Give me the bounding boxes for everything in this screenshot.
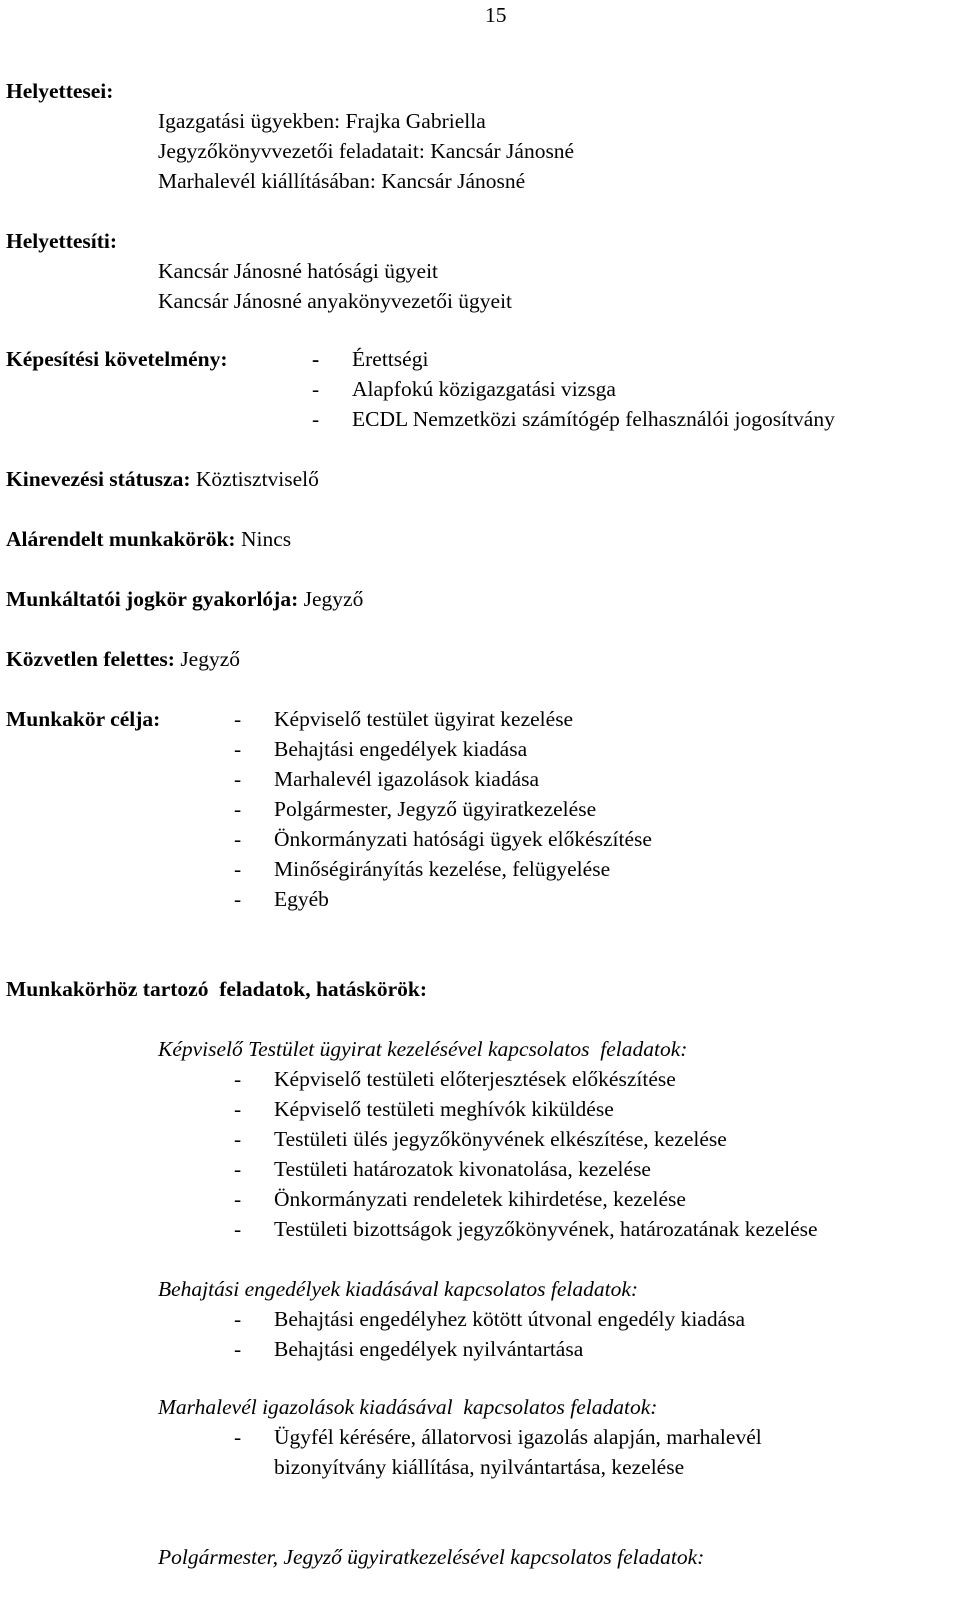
kinevezesi-value: Köztisztviselő <box>195 467 319 491</box>
list-dash: - <box>234 737 242 761</box>
section-title: Képviselő Testület ügyirat kezelésével kapcsolatos feladatok: <box>158 1037 688 1061</box>
list-dash: - <box>234 707 242 731</box>
celja-item: Egyéb <box>274 887 329 911</box>
celja-item: Képviselő testület ügyirat kezelése <box>274 707 574 731</box>
kepesitesi-item: Alapfokú közigazgatási vizsga <box>352 377 616 401</box>
section-title: Polgármester, Jegyző ügyiratkezelésével kapcsolatos feladatok: <box>158 1545 705 1569</box>
feladatok-heading: Munkakörhöz tartozó feladatok, hatáskörök: <box>6 977 428 1001</box>
celja-item: Behajtási engedélyek kiadása <box>274 737 528 761</box>
section-item: Képviselő testületi előterjesztések előkészítése <box>274 1067 676 1091</box>
list-dash: - <box>234 827 242 851</box>
helyettesiti-item: Kancsár Jánosné anyakönyvezetői ügyeit <box>158 289 513 313</box>
section-item: Testületi bizottságok jegyzőkönyvének, határozatának kezelése <box>274 1217 818 1241</box>
celja-item: Önkormányzati hatósági ügyek előkészítése <box>274 827 652 851</box>
section-item: Behajtási engedélyhez kötött útvonal engedély kiadása <box>274 1307 746 1331</box>
kozvetlen-label: Közvetlen felettes: <box>6 647 175 671</box>
list-dash: - <box>234 1337 242 1361</box>
list-dash: - <box>234 1425 242 1449</box>
section-item: Testületi határozatok kivonatolása, kezelése <box>274 1157 651 1181</box>
alarendelt-label: Alárendelt munkakörök: <box>6 527 236 551</box>
list-dash: - <box>312 377 320 401</box>
section-item: Testületi ülés jegyzőkönyvének elkészítése, kezelése <box>274 1127 727 1151</box>
kozvetlen-value: Jegyző <box>180 647 241 671</box>
list-dash: - <box>234 767 242 791</box>
section-item: Önkormányzati rendeletek kihirdetése, kezelése <box>274 1187 686 1211</box>
list-dash: - <box>234 887 242 911</box>
list-dash: - <box>234 857 242 881</box>
celja-item: Marhalevél igazolások kiadása <box>274 767 540 791</box>
helyettesei-label: Helyettesei: <box>6 79 114 103</box>
list-dash: - <box>312 347 320 371</box>
helyettesei-item: Jegyzőkönyvvezetői feladatait: Kancsár Jánosné <box>158 139 575 163</box>
helyettesei-item: Igazgatási ügyekben: Frajka Gabriella <box>158 109 486 133</box>
kozvetlen-line <box>6 646 240 672</box>
alarendelt-value: Nincs <box>240 527 292 551</box>
celja-item: Polgármester, Jegyző ügyiratkezelése <box>274 797 597 821</box>
section-item: Képviselő testületi meghívók kiküldése <box>274 1097 614 1121</box>
helyettesiti-label: Helyettesíti: <box>6 229 118 253</box>
section-item-continuation: bizonyítvány kiállítása, nyilvántartása, kezelése <box>274 1455 685 1479</box>
kinevezesi-line <box>6 466 319 492</box>
list-dash: - <box>234 1217 242 1241</box>
list-dash: - <box>234 1187 242 1211</box>
section-title: Marhalevél igazolások kiadásával kapcsolatos feladatok: <box>158 1395 658 1419</box>
list-dash: - <box>234 1067 242 1091</box>
munkaltatoi-value: Jegyző <box>303 587 364 611</box>
list-dash: - <box>234 797 242 821</box>
celja-label: Munkakör célja: <box>6 707 161 731</box>
section-item: Behajtási engedélyek nyilvántartása <box>274 1337 584 1361</box>
kepesitesi-item: ECDL Nemzetközi számítógép felhasználói jogosítvány <box>352 407 835 431</box>
section-title: Behajtási engedélyek kiadásával kapcsolatos feladatok: <box>158 1277 639 1301</box>
helyettesiti-item: Kancsár Jánosné hatósági ügyeit <box>158 259 439 283</box>
kepesitesi-item: Érettségi <box>352 347 429 371</box>
section-item: Ügyfél kérésére, állatorvosi igazolás alapján, marhalevél <box>274 1425 762 1449</box>
munkaltatoi-label: Munkáltatói jogkör gyakorlója: <box>6 587 299 611</box>
kepesitesi-label: Képesítési követelmény: <box>6 347 228 371</box>
munkaltatoi-line <box>6 586 363 612</box>
list-dash: - <box>234 1157 242 1181</box>
page-number: 15 <box>485 3 507 27</box>
list-dash: - <box>234 1307 242 1331</box>
list-dash: - <box>234 1127 242 1151</box>
helyettesei-item: Marhalevél kiállításában: Kancsár Jánosné <box>158 169 526 193</box>
kinevezesi-label: Kinevezési státusza: <box>6 467 191 491</box>
list-dash: - <box>234 1097 242 1121</box>
alarendelt-line <box>6 526 291 552</box>
list-dash: - <box>312 407 320 431</box>
celja-item: Minőségirányítás kezelése, felügyelése <box>274 857 611 881</box>
